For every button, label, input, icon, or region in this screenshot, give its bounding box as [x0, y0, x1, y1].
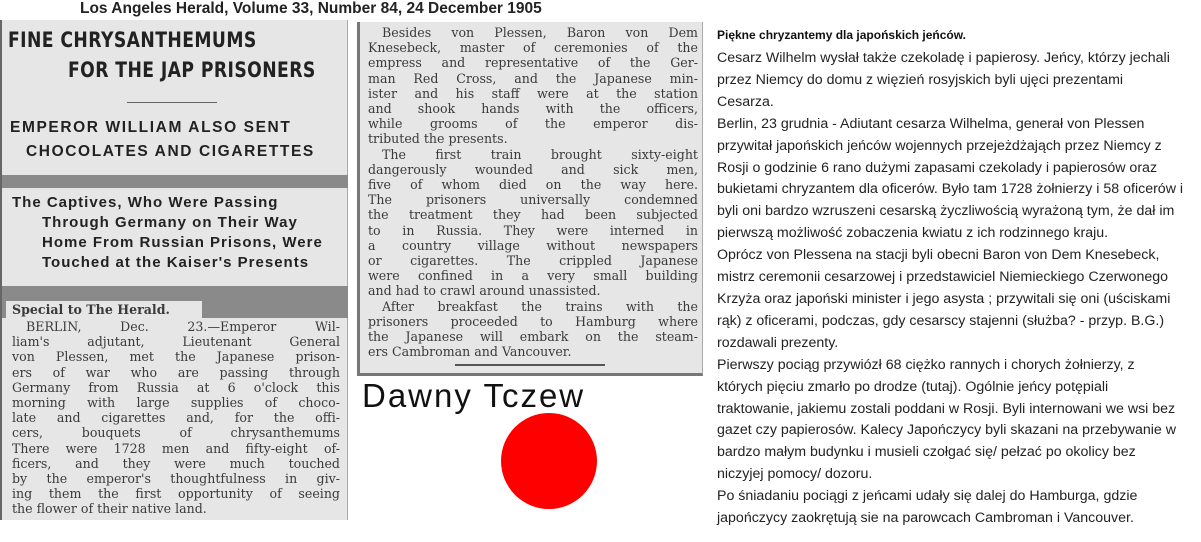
text-line: There were 1728 men and fifty-eight of-: [12, 440, 340, 456]
gray-band: [2, 175, 348, 188]
text-line: ers Cambroman and Vancouver.: [368, 344, 572, 360]
text-line: morning with large supplies of choco-: [12, 395, 340, 411]
text-line: Pierwszy pociąg przywiózł 68 ciężko rannych i chorych żołnierzy, z: [717, 356, 1135, 373]
text-line: rozdawali prezenty.: [717, 334, 839, 351]
text-line: przez Niemcy do domu z więzień rosyjskich byli ujęci prezentami: [717, 71, 1124, 88]
byline: Special to The Herald.: [12, 302, 170, 317]
newspaper-clipping-right: [357, 22, 703, 376]
text-line: man Red Cross, and the Japanese min-: [368, 70, 698, 86]
text-line: dangerously wounded and sick men,: [368, 161, 698, 177]
newspaper-clipping-left: [0, 20, 348, 520]
divider: [127, 102, 217, 103]
text-line: empress and representative of the Ger-: [368, 55, 698, 71]
headline-line-2: FOR THE JAP PRISONERS: [68, 58, 316, 82]
text-line: by the emperor's thoughtfulness in giv-: [12, 471, 340, 487]
text-line: the flower of their native land.: [12, 501, 207, 517]
text-line: Besides von Plessen, Baron von Dem: [382, 25, 698, 40]
deck-line-2: Through Germany on Their Way: [42, 214, 298, 231]
text-line: ister and his staff were at the station: [368, 85, 698, 101]
text-line: late and cigarettes and, for the offi-: [12, 410, 340, 426]
text-line: while grooms of the emperor dis-: [368, 116, 698, 132]
image-caption: Los Angeles Herald, Volume 33, Number 84, 24 December 1905: [80, 0, 542, 17]
text-line: Cesarza.: [717, 93, 774, 110]
text-line: pierwszą możliwość zobaczenia kwiatu z ich rodzinnego kraju.: [717, 225, 1109, 242]
text-line: ers of war who are passing through: [12, 364, 340, 380]
text-line: liam's adjutant, Lieutenant General: [12, 334, 340, 350]
subhead-line-2: CHOCOLATES AND CIGARETTES: [26, 143, 315, 160]
text-line: ing them the first opportunity of seeing: [12, 486, 340, 502]
headline-line-1: FINE CHRYSANTHEMUMS: [8, 28, 257, 52]
text-line: gazet czy papierosów. Kalecy Japończycy byli skazani na przebywanie w: [717, 422, 1176, 439]
text-line: cers, bouquets of chrysanthemums: [12, 425, 340, 441]
text-line: Knesebeck, master of ceremonies of the: [368, 40, 698, 56]
ornamental-divider: [455, 364, 605, 366]
text-line: to in Russia. They were interned in: [368, 222, 698, 238]
red-sun-circle: [501, 413, 597, 509]
text-line: Germany from Russia at 6 o'clock this: [12, 379, 340, 395]
text-line: Po śniadaniu pociągi z jeńcami udały się dalej do Hamburga, gdzie: [717, 488, 1138, 505]
text-line: were confined in a very small building: [368, 268, 698, 284]
text-line: byli oni bardzo wzruszeni cesarską życzliwością wyrażoną tym, że dał im: [717, 203, 1175, 220]
text-line: przywitał japońskich jeńców wojennych przejeżdżająch przez Niemcy z: [717, 137, 1162, 154]
text-line: and had to crawl around unassisted.: [368, 283, 601, 299]
translation-body: [717, 48, 1197, 530]
text-line: The prisoners universally condemned: [368, 192, 698, 208]
text-line: After breakfast the trains with the: [382, 298, 698, 314]
text-line: traktowanie, jakiemu zostali poddani w Rosji. Byli internowani we wsi bez: [717, 400, 1176, 417]
text-line: Cesarz Wilhelm wysłał także czekoladę i papierosy. Jeńcy, którzy jechali: [717, 50, 1170, 66]
article-body-right: [368, 25, 698, 359]
article-body-left: [12, 319, 340, 517]
text-line: BERLIN, Dec. 23.—Emperor Wil-: [26, 319, 340, 334]
deck-line-3: Home From Russian Prisons, Were: [42, 234, 323, 251]
deck-line-4: Touched at the Kaiser's Presents: [42, 254, 310, 271]
subhead-line-1: EMPEROR WILLIAM ALSO SENT: [10, 119, 292, 136]
text-line: Rosji o godzinie 6 rano dużymi zapasami czekolady i papierosów oraz: [717, 159, 1158, 176]
translation-title: Piękne chryzantemy dla japońskich jeńców.: [717, 28, 966, 42]
text-line: Berlin, 23 grudnia - Adiutant cesarza Wilhelma, generał von Plessen: [717, 115, 1145, 132]
text-line: or cigarettes. The crippled Japanese: [368, 253, 698, 269]
text-line: the Japanese will embark on the steam-: [368, 329, 698, 345]
text-line: bukietami chryzantem dla oficerów. Było tam 1728 żołnierzy i 58 oficerów i: [717, 181, 1184, 198]
text-line: bardzo małym budynku i musieli czołgać się/ pełzać po okolicy bez: [717, 444, 1136, 461]
text-line: five of whom died on the way here.: [368, 177, 698, 193]
deck-line-1: The Captives, Who Were Passing: [12, 194, 279, 211]
text-line: the treatment they had been subjected: [368, 207, 698, 223]
text-line: The first train brought sixty-eight: [382, 146, 698, 162]
text-line: japończycy zaokrętują sie na parowcach Cambroman i Vancouver.: [717, 510, 1134, 527]
text-line: von Plessen, met the Japanese prison-: [12, 349, 340, 365]
text-line: których pięciu zmarło po drodze (tutaj). Ogólnie jeńcy potępiali: [717, 378, 1109, 395]
text-line: ficers, and they were much touched: [12, 455, 340, 471]
text-line: niczyjej pomocy/ dozoru.: [717, 466, 873, 483]
byline-box: [6, 301, 202, 319]
text-line: mistrz ceremonii cesarzowej i przedstawiciel Niemieckiego Czerwonego: [717, 269, 1169, 286]
text-line: a country village without newspapers: [368, 237, 698, 253]
text-line: prisoners proceeded to Hamburg where: [368, 313, 698, 329]
text-line: and shook hands with the officers,: [368, 101, 698, 117]
watermark: Dawny Tczew: [362, 377, 586, 414]
text-line: tributed the presents.: [368, 131, 508, 147]
text-line: Krzyża oraz japoński minister i jego asysta ; przywitali się oni (uściskami: [717, 290, 1171, 307]
text-line: rąk) z oficerami, podczas, gdy cesarscy stajenni (służba? - przyp. B.G.): [717, 312, 1165, 329]
text-line: Oprócz von Plessena na stacji byli obecni Baron von Dem Knesebeck,: [717, 247, 1160, 264]
